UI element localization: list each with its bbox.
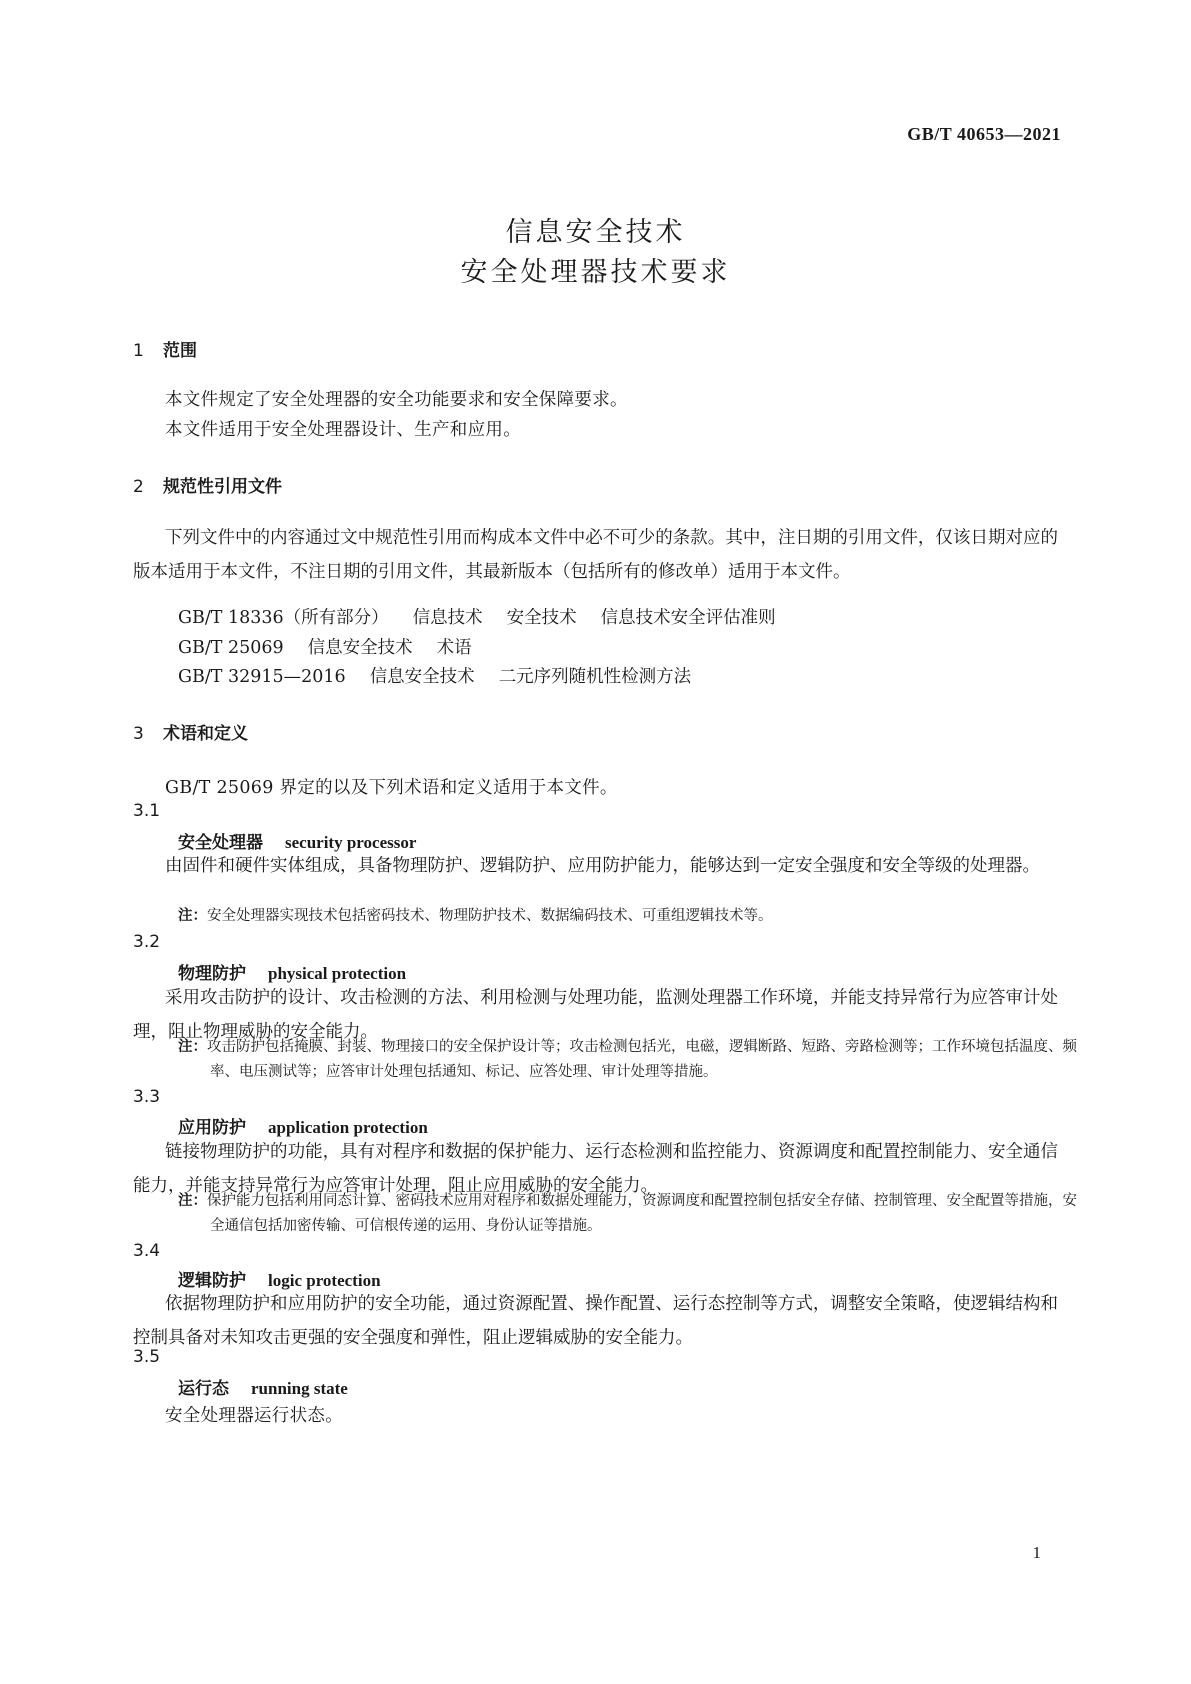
section-1-heading <box>133 336 197 361</box>
paragraph: 本文件规定了安全处理器的安全功能要求和安全保障要求。 <box>165 390 628 410</box>
reference-part: 信息安全技术 <box>307 638 413 658</box>
term-heading <box>178 1374 348 1399</box>
term-number: 3.2 <box>133 932 161 952</box>
standard-code: GB/T 40653—2021 <box>907 124 1061 144</box>
section-2-heading <box>133 472 282 497</box>
note-text: 攻击防护包括掩膜、封装、物理接口的安全保护设计等；攻击检测包括光，电磁，逻辑断路、短路、旁路检测等；工作环境包括温度、频率、电压测试等；应答审计处理包括通知、标记、应答处理、审计处理等措施。 <box>207 1039 1077 1080</box>
note-label: 注： <box>178 1039 207 1055</box>
section-title: 规范性引用文件 <box>163 477 282 497</box>
term-zh: 运行态 <box>178 1379 229 1399</box>
section-title: 术语和定义 <box>163 724 248 744</box>
reference-code: GB/T 18336（所有部分） <box>178 608 389 628</box>
section-number: 1 <box>133 341 144 361</box>
term-en: logic protection <box>268 1271 381 1290</box>
section-number: 3 <box>133 724 144 744</box>
reference-part: 信息安全技术 <box>369 667 475 687</box>
terms-intro: GB/T 25069 界定的以及下列术语和定义适用于本文件。 <box>165 778 618 798</box>
term-zh: 物理防护 <box>178 964 246 984</box>
reference-item <box>178 634 472 659</box>
note-text: 保护能力包括利用同态计算、密码技术应用对程序和数据处理能力，资源调度和配置控制包括安全存储、控制管理、安全配置等措施，安全通信包括加密传输、可信根传递的运用、身份认证等措施。 <box>207 1193 1077 1234</box>
reference-part: 术语 <box>436 638 472 658</box>
term-zh: 安全处理器 <box>178 833 263 853</box>
term-en: security processor <box>285 833 417 852</box>
term-number: 3.3 <box>133 1087 161 1107</box>
term-number: 3.4 <box>133 1241 161 1261</box>
term-number: 3.5 <box>133 1347 161 1367</box>
paragraph: 本文件适用于安全处理器设计、生产和应用。 <box>165 420 521 440</box>
term-definition: 采用攻击防护的设计、攻击检测的方法、利用检测与处理功能，监测处理器工作环境，并能支持异常行为应答审计处理，阻止物理威胁的安全能力。 <box>133 988 1058 1042</box>
term-definition: 安全处理器运行状态。 <box>165 1406 343 1426</box>
section-3-heading <box>133 719 248 744</box>
term-en: application protection <box>268 1118 428 1137</box>
term-definition: 链接物理防护的功能，具有对程序和数据的保护能力、运行态检测和监控能力、资源调度和配置控制能力、安全通信能力，并能支持异常行为应答审计处理，阻止应用威胁的安全能力。 <box>133 1142 1058 1196</box>
section-title: 范围 <box>163 341 197 361</box>
reference-part: 二元序列随机性检测方法 <box>498 667 692 687</box>
reference-code: GB/T 32915—2016 <box>178 667 346 687</box>
reference-item <box>178 663 691 688</box>
term-note <box>178 1035 1090 1085</box>
term-en: running state <box>251 1379 348 1398</box>
note-label: 注： <box>178 1193 207 1209</box>
term-definition: 由固件和硬件实体组成，具备物理防护、逻辑防护、应用防护能力，能够达到一定安全强度和安全等级的处理器。 <box>165 856 1040 876</box>
term-zh: 应用防护 <box>178 1118 246 1138</box>
term-note <box>178 904 1058 929</box>
term-note <box>178 1189 1090 1239</box>
reference-code: GB/T 25069 <box>178 638 284 658</box>
term-en: physical protection <box>268 964 407 983</box>
document-title-line1: 信息安全技术 <box>505 217 686 248</box>
normative-intro: 下列文件中的内容通过文中规范性引用而构成本文件中必不可少的条款。其中，注日期的引用文件，仅该日期对应的版本适用于本文件，不注日期的引用文件，其最新版本（包括所有的修改单）适用于本文件。 <box>133 528 1058 582</box>
reference-part: 信息技术安全评估准则 <box>600 608 776 628</box>
note-text: 安全处理器实现技术包括密码技术、物理防护技术、数据编码技术、可重组逻辑技术等。 <box>207 908 773 924</box>
term-number: 3.1 <box>133 801 161 821</box>
reference-part: 安全技术 <box>506 608 577 628</box>
page-number: 1 <box>1032 1543 1041 1562</box>
term-zh: 逻辑防护 <box>178 1271 246 1291</box>
document-title-line2: 安全处理器技术要求 <box>460 257 731 288</box>
section-number: 2 <box>133 477 144 497</box>
term-definition: 依据物理防护和应用防护的安全功能，通过资源配置、操作配置、运行态控制等方式，调整安全策略，使逻辑结构和控制具备对未知攻击更强的安全强度和弹性，阻止逻辑威胁的安全能力。 <box>133 1294 1058 1348</box>
reference-item <box>178 604 776 629</box>
note-label: 注： <box>178 908 207 924</box>
reference-part: 信息技术 <box>412 608 483 628</box>
